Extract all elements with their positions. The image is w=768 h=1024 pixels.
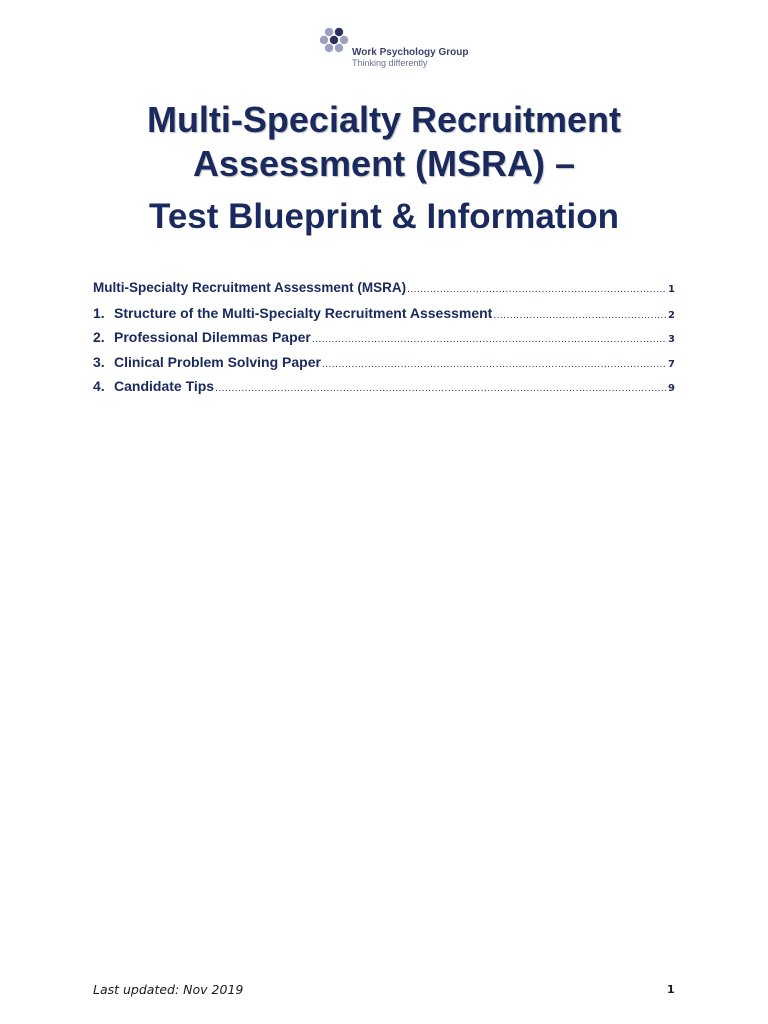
- toc-entry-label: Candidate Tips: [114, 378, 215, 394]
- toc-dot-leader: [312, 334, 667, 345]
- toc-entry-label: Clinical Problem Solving Paper: [114, 353, 321, 370]
- document-title: [0, 98, 768, 186]
- toc-dot-leader: [407, 284, 667, 295]
- footer-last-updated: Last updated: Nov 2019: [93, 982, 244, 997]
- toc-entry-page: 1: [668, 284, 675, 295]
- toc-entry-page: 7: [668, 358, 675, 370]
- toc-entry-number: 1.: [93, 304, 105, 321]
- toc-entry-number: 3.: [93, 353, 105, 370]
- table-of-contents: [93, 280, 675, 403]
- toc-dot-leader: [493, 310, 667, 321]
- toc-entry-label: Structure of the Multi-Specialty Recruitment Assessment: [114, 304, 493, 321]
- toc-entry[interactable]: [93, 354, 675, 379]
- toc-entry[interactable]: [93, 329, 675, 354]
- footer-page-number: 1: [667, 983, 675, 996]
- hexagon-cluster-icon: [320, 27, 352, 53]
- toc-entry-label: Professional Dilemmas Paper: [114, 329, 311, 345]
- logo-tagline: Thinking differently: [352, 58, 428, 68]
- logo-company-name: Work Psychology Group: [352, 47, 469, 58]
- toc-entry[interactable]: [93, 378, 675, 403]
- toc-entry[interactable]: [93, 305, 675, 330]
- toc-dot-leader: [215, 383, 667, 394]
- document-subtitle: Test Blueprint & Information: [149, 197, 619, 236]
- toc-entry-number: 2.: [93, 329, 105, 345]
- toc-entry-page: 9: [668, 383, 675, 394]
- company-logo: [320, 27, 480, 71]
- toc-entry[interactable]: [93, 280, 675, 305]
- toc-entry-page: 2: [668, 309, 675, 321]
- toc-entry-page: 3: [668, 334, 675, 345]
- toc-dot-leader: [322, 359, 667, 370]
- document-title-text: Multi-Specialty Recruitment Assessment (MSRA) –: [146, 99, 622, 184]
- toc-entry-label: Multi-Specialty Recruitment Assessment (MSRA): [93, 280, 407, 295]
- toc-entry-number: 4.: [93, 378, 105, 394]
